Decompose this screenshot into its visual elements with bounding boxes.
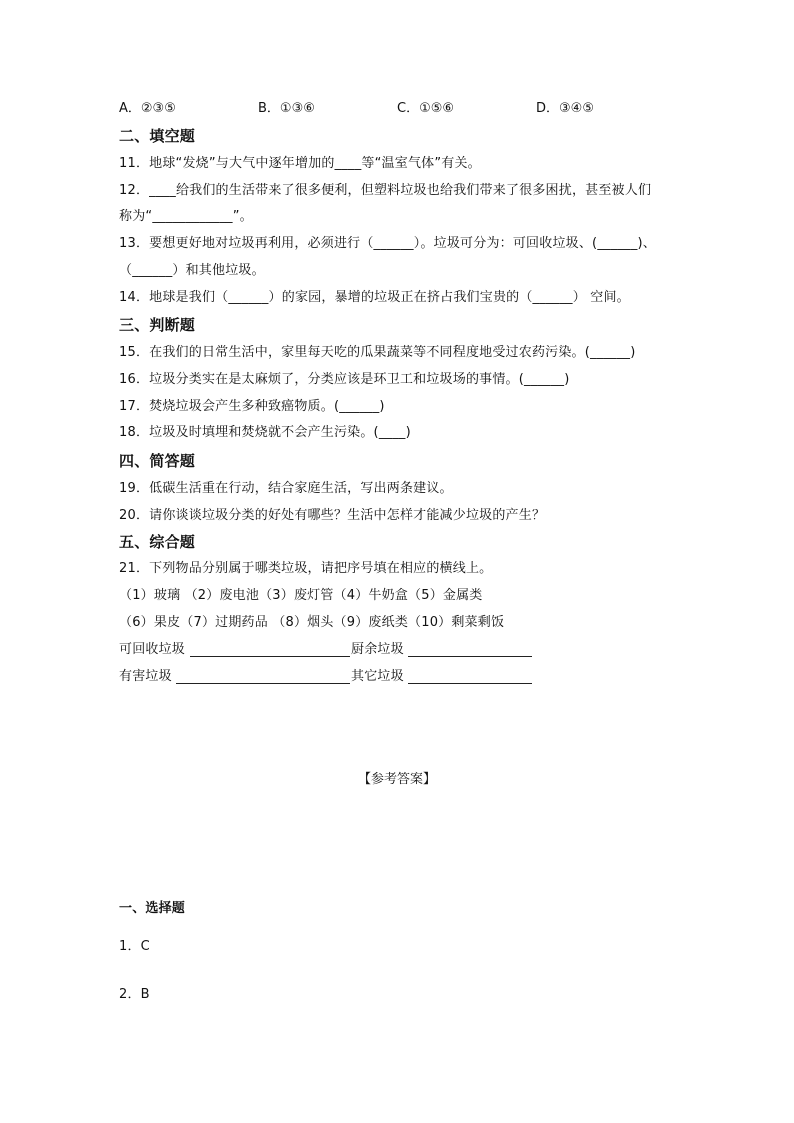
option-b: B．①③⑥ [258, 101, 315, 116]
kitchen-label: 厨余垃圾 [351, 642, 404, 657]
answer-2: 2．B [119, 987, 150, 1002]
option-d: D．③④⑤ [536, 101, 594, 116]
answer-1: 1．C [119, 939, 150, 954]
question-12-line-1: 12．____给我们的生活带来了很多便利，但塑料垃圾也给我们带来了很多困扰，甚至被人们 [119, 183, 652, 198]
option-c: C．①⑤⑥ [397, 101, 455, 116]
question-19: 19．低碳生活重在行动，结合家庭生活，写出两条建议。 [119, 481, 453, 496]
kitchen-answer-line[interactable] [408, 656, 532, 657]
option-a: A．②③⑤ [119, 101, 176, 116]
section-fill-heading: 二、填空题 [119, 127, 196, 145]
question-20: 20．请你谈谈垃圾分类的好处有哪些？生活中怎样才能减少垃圾的产生？ [119, 508, 546, 523]
question-12-line-2: 称为“____________”。 [119, 209, 253, 224]
question-14: 14．地球是我们（______）的家园，暴增的垃圾正在挤占我们宝贵的（______） 空间。 [119, 290, 630, 305]
other-label: 其它垃圾 [351, 669, 404, 684]
question-16: 16．垃圾分类实在是太麻烦了，分类应该是环卫工和垃圾场的事情。(______) [119, 372, 570, 387]
question-21: 21．下列物品分别属于哪类垃圾，请把序号填在相应的横线上。 [119, 561, 493, 576]
hazardous-label: 有害垃圾 [119, 669, 172, 684]
question-21-items-2: （6）果皮（7）过期药品 （8）烟头（9）废纸类（10）剩菜剩饭 [119, 615, 505, 630]
section-comprehensive-heading: 五、综合题 [119, 533, 196, 551]
question-21-items-1: （1）玻璃 （2）废电池（3）废灯管（4）牛奶盒（5）金属类 [119, 588, 483, 603]
answer-section-choice-heading: 一、选择题 [119, 901, 186, 916]
section-judge-heading: 三、判断题 [119, 316, 196, 334]
question-13-line-2: （______）和其他垃圾。 [119, 263, 265, 278]
recyclable-label: 可回收垃圾 [119, 642, 186, 657]
hazardous-answer-line[interactable] [176, 683, 350, 684]
question-18: 18．垃圾及时填埋和焚烧就不会产生污染。(____) [119, 425, 411, 440]
answer-key-heading: 【参考答案】 [357, 772, 436, 787]
question-13-line-1: 13．要想更好地对垃圾再利用，必须进行（______）。垃圾可分为：可回收垃圾、(______)、 [119, 236, 656, 251]
question-15: 15．在我们的日常生活中，家里每天吃的瓜果蔬菜等不同程度地受过农药污染。(______) [119, 345, 636, 360]
section-short-heading: 四、简答题 [119, 452, 196, 470]
recyclable-answer-line[interactable] [190, 656, 350, 657]
question-11: 11．地球“发烧”与大气中逐年增加的____等“温室气体”有关。 [119, 156, 481, 171]
question-17: 17．焚烧垃圾会产生多种致癌物质。(______) [119, 399, 385, 414]
other-answer-line[interactable] [408, 683, 532, 684]
